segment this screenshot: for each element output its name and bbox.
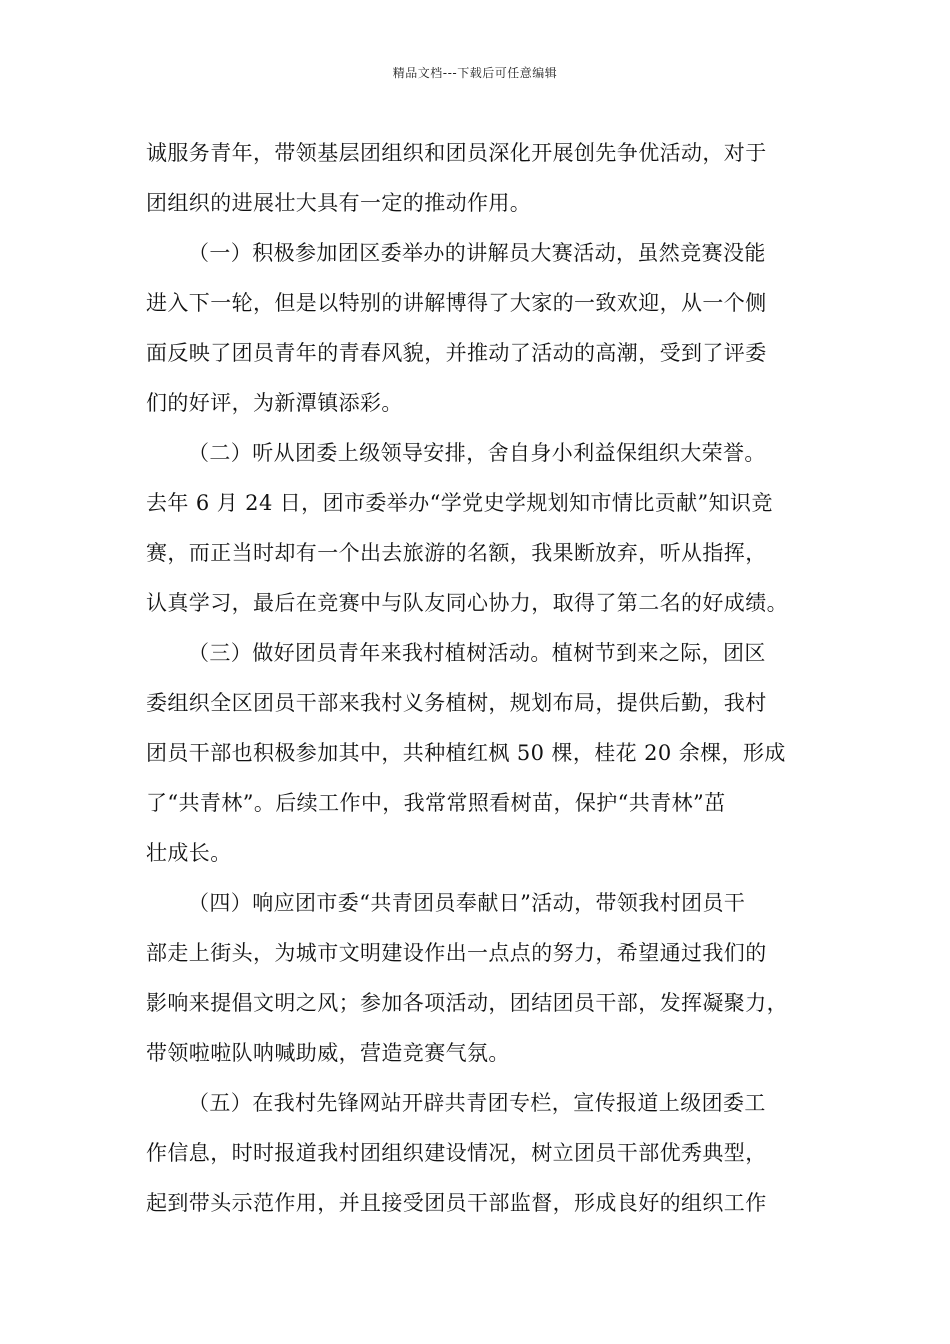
text-line: 诚服务青年，带领基层团组织和团员深化开展创先争优活动，对于 xyxy=(146,141,767,165)
text-line: 了“共青林”。后续工作中，我常常照看树苗，保护“共青林”茁 xyxy=(146,791,726,815)
paragraph-4-start: （四）响应团市委“共青团员奉献日”活动，带领我村团员干 xyxy=(188,891,746,915)
page-header: 精品文档---下载后可任意编辑 xyxy=(392,66,558,80)
text-line: 团员干部也积极参加其中，共种植红枫 50 棵，桂花 20 余棵，形成 xyxy=(146,741,786,765)
paragraph-1-start: （一）积极参加团区委举办的讲解员大赛活动，虽然竞赛没能 xyxy=(188,241,766,265)
paragraph-5-start: （五）在我村先锋网站开辟共青团专栏，宣传报道上级团委工 xyxy=(188,1091,766,1115)
text-line: 赛，而正当时却有一个出去旅游的名额，我果断放弃，听从指挥， xyxy=(146,541,767,565)
paragraph-3-start: （三）做好团员青年来我村植树活动。植树节到来之际，团区 xyxy=(188,641,766,665)
text-line: 壮成长。 xyxy=(146,841,232,865)
text-line: 进入下一轮，但是以特别的讲解博得了大家的一致欢迎，从一个侧 xyxy=(146,291,767,315)
body-text xyxy=(146,128,826,1228)
text-line: 作信息，时时报道我村团组织建设情况，树立团员干部优秀典型， xyxy=(146,1141,767,1165)
text-line: 委组织全区团员干部来我村义务植树，规划布局，提供后勤，我村 xyxy=(146,691,767,715)
paragraph-2-start: （二）听从团委上级领导安排，舍自身小利益保组织大荣誉。 xyxy=(188,441,766,465)
text-line: 们的好评，为新潭镇添彩。 xyxy=(146,391,403,415)
text-line: 去年 6 月 24 日，团市委举办“学党史学规划知市情比贡献”知识竞 xyxy=(146,491,773,515)
text-line: 起到带头示范作用，并且接受团员干部监督，形成良好的组织工作 xyxy=(146,1191,767,1215)
text-line: 认真学习，最后在竞赛中与队友同心协力，取得了第二名的好成绩。 xyxy=(146,591,788,615)
text-line: 带领啦啦队呐喊助威，营造竞赛气氛。 xyxy=(146,1041,510,1065)
text-line: 面反映了团员青年的青春风貌，并推动了活动的高潮，受到了评委 xyxy=(146,341,767,365)
text-line: 影响来提倡文明之风；参加各项活动，团结团员干部，发挥凝聚力， xyxy=(146,991,788,1015)
text-line: 部走上街头，为城市文明建设作出一点点的努力，希望通过我们的 xyxy=(146,941,767,965)
text-line: 团组织的进展壮大具有一定的推动作用。 xyxy=(146,191,532,215)
